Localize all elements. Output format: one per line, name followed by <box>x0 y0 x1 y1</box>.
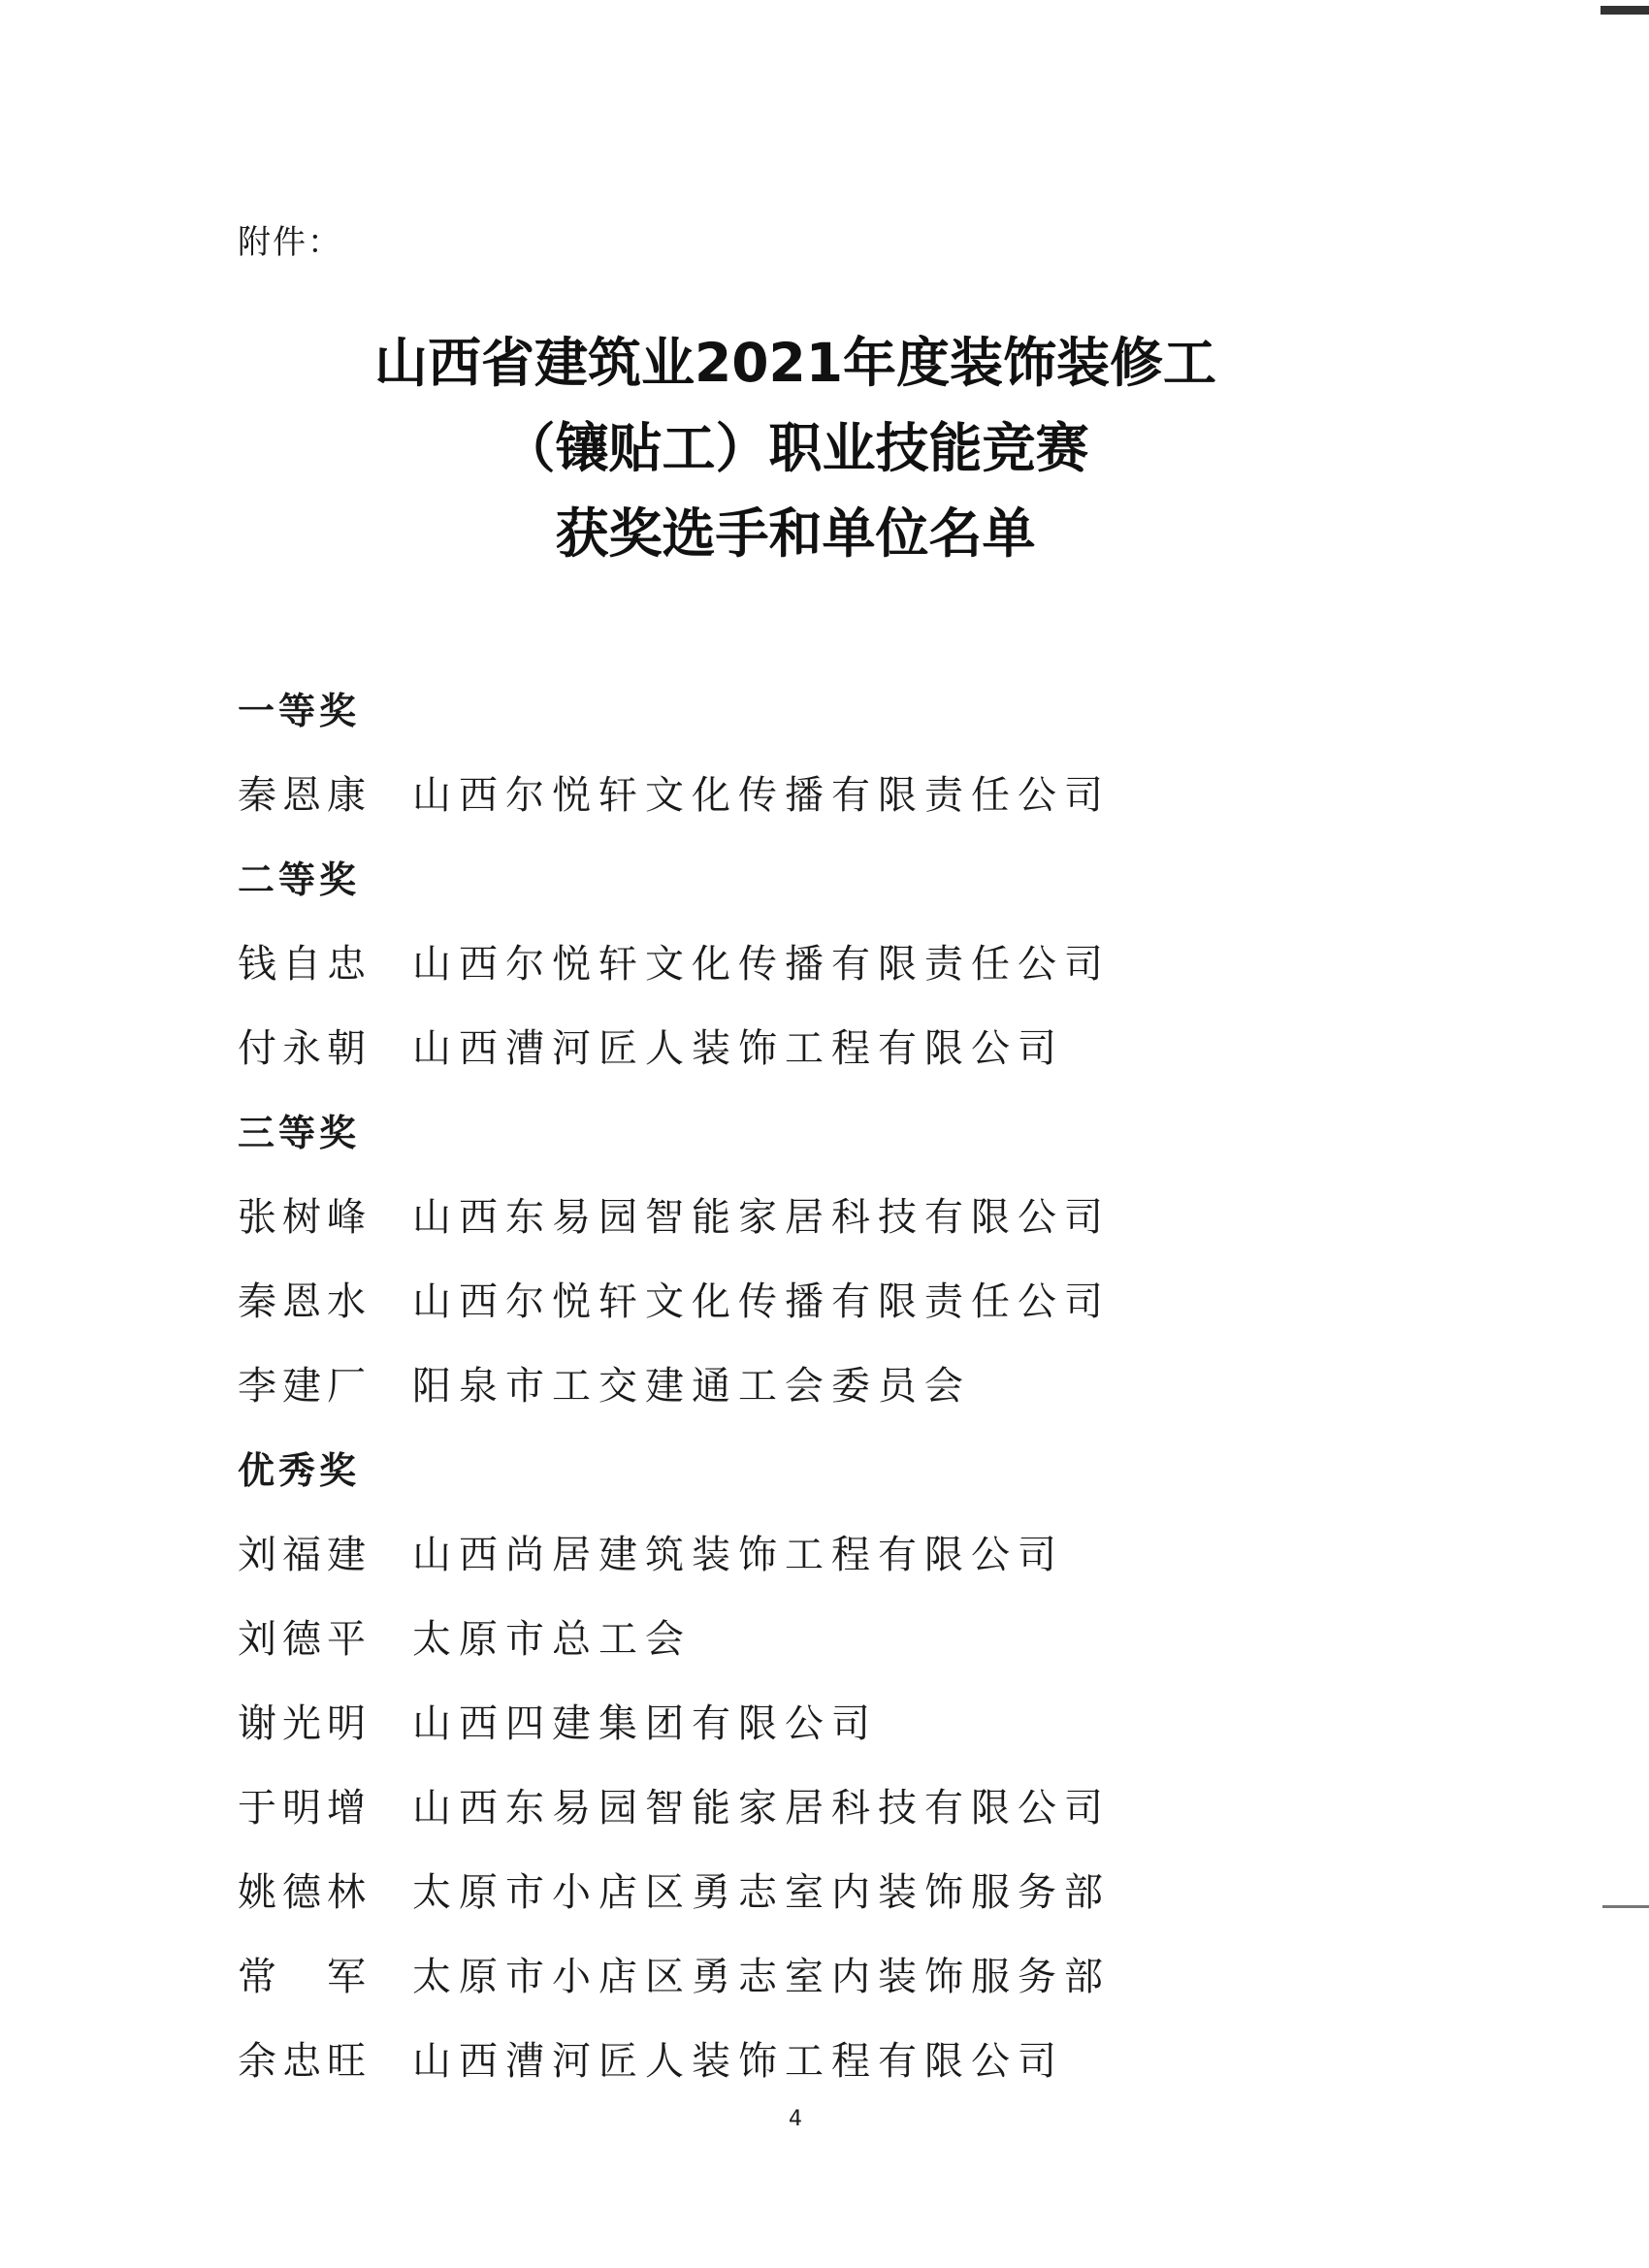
winner-organization: 阳泉市工交建通工会委员会 <box>412 1364 971 1409</box>
winner-name: 李 建 厂 <box>238 1364 366 1409</box>
winner-name: 于 明 增 <box>238 1786 366 1831</box>
award-category-label: 二等奖 <box>238 859 361 901</box>
winner-organization: 太原市小店区勇志室内装饰服务部 <box>412 1870 1111 1915</box>
winner-organization: 山西东易园智能家居科技有限公司 <box>412 1195 1111 1240</box>
award-category-label: 一等奖 <box>238 690 361 732</box>
winner-organization: 山西东易园智能家居科技有限公司 <box>412 1786 1111 1831</box>
winner-row <box>238 919 1499 1003</box>
winner-name: 常 军 <box>238 1955 366 1999</box>
winner-row <box>238 1931 1499 2016</box>
winner-name: 钱 自 忠 <box>238 942 366 987</box>
title-line-1: 山西省建筑业2021年度装饰装修工 <box>373 332 1217 394</box>
winner-row <box>238 1678 1499 1763</box>
award-category-heading <box>238 834 1499 919</box>
winner-row <box>238 1847 1499 1931</box>
winner-organization: 山西尔悦轩文化传播有限责任公司 <box>412 942 1111 987</box>
winner-row <box>238 1594 1499 1678</box>
award-category-label: 优秀奖 <box>238 1449 361 1492</box>
winner-row <box>238 1003 1499 1087</box>
winner-name: 刘 福 建 <box>238 1533 366 1577</box>
winner-row <box>238 2016 1499 2100</box>
award-category-heading <box>238 1087 1499 1172</box>
winner-name: 张 树 峰 <box>238 1195 366 1240</box>
document-title <box>0 320 1591 576</box>
winner-organization: 山西漕河匠人装饰工程有限公司 <box>412 1026 1064 1071</box>
title-line-2: （镶贴工）职业技能竞赛 <box>501 417 1089 479</box>
winner-organization: 山西漕河匠人装饰工程有限公司 <box>412 2039 1064 2084</box>
winner-organization: 太原市小店区勇志室内装饰服务部 <box>412 1955 1111 1999</box>
scan-edge-mark <box>1600 6 1649 15</box>
winner-row <box>238 1763 1499 1847</box>
winner-organization: 太原市总工会 <box>412 1617 692 1662</box>
winner-name: 秦 恩 康 <box>238 773 366 818</box>
winner-organization: 山西尔悦轩文化传播有限责任公司 <box>412 1280 1111 1324</box>
winner-name: 刘 德 平 <box>238 1617 366 1662</box>
scan-edge-mark <box>1602 1905 1649 1908</box>
winner-name: 姚 德 林 <box>238 1870 366 1915</box>
winner-row <box>238 750 1499 834</box>
winner-row <box>238 1256 1499 1341</box>
winner-name: 秦 恩 水 <box>238 1280 366 1324</box>
attachment-label: 附件： <box>238 223 342 262</box>
winner-name: 付 永 朝 <box>238 1026 366 1071</box>
winner-organization: 山西四建集团有限公司 <box>412 1701 878 1746</box>
winner-row <box>238 1341 1499 1425</box>
award-category-label: 三等奖 <box>238 1112 361 1154</box>
winner-organization: 山西尚居建筑装饰工程有限公司 <box>412 1533 1064 1577</box>
page-number: 4 <box>789 2107 802 2131</box>
winner-name: 谢 光 明 <box>238 1701 366 1746</box>
winner-organization: 山西尔悦轩文化传播有限责任公司 <box>412 773 1111 818</box>
award-category-heading <box>238 1425 1499 1509</box>
title-line-3: 获奖选手和单位名单 <box>555 502 1036 565</box>
winner-name: 余 忠 旺 <box>238 2039 366 2084</box>
winner-row <box>238 1172 1499 1256</box>
award-list <box>238 665 1499 2100</box>
award-category-heading <box>238 665 1499 750</box>
winner-row <box>238 1509 1499 1594</box>
